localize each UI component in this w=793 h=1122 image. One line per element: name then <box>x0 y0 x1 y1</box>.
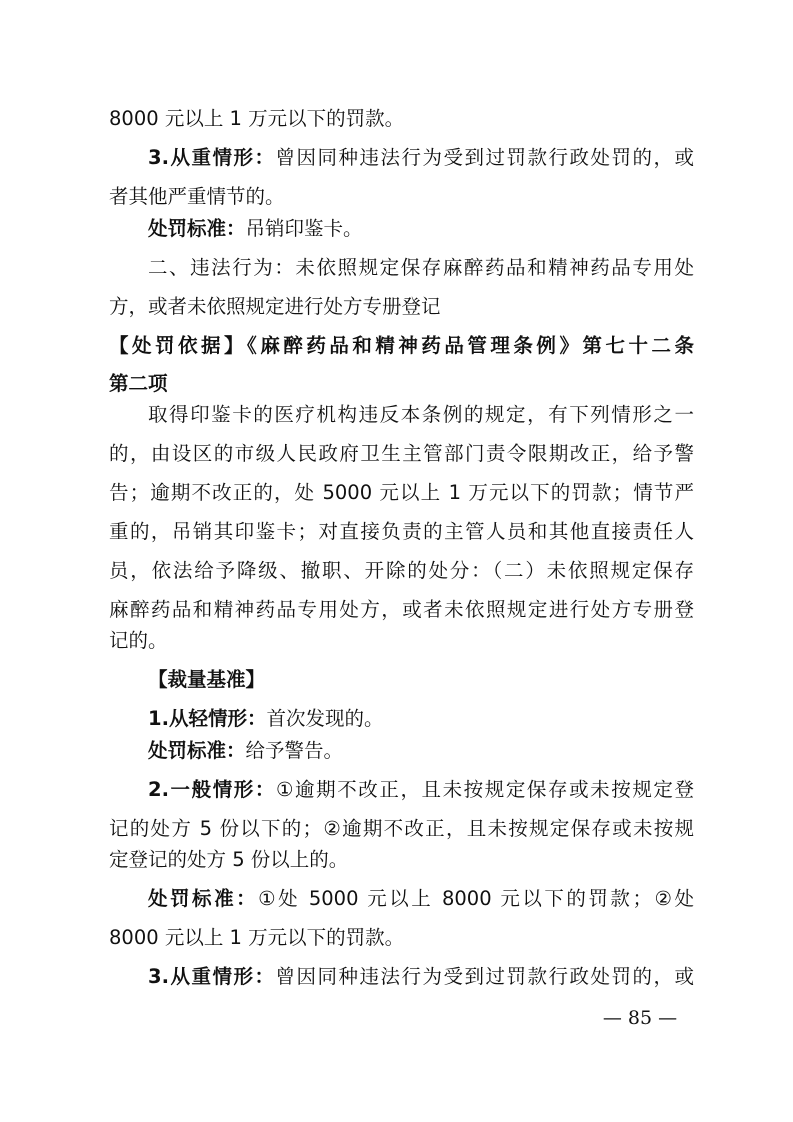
line-text: 的，由设区的市级人民政府卫生主管部门责令限期改正，给予警 <box>109 442 694 465</box>
line-text: 重的，吊销其印鉴卡；对直接负责的主管人员和其他直接责任人 <box>109 520 694 543</box>
paragraph-line <box>148 734 694 768</box>
line-text: 曾因同种违法行为受到过罚款行政处罚的，或 <box>275 965 694 988</box>
line-text: 告；逾期不改正的，处 5000 元以上 1 万元以下的罚款；情节严 <box>109 481 694 504</box>
paragraph-line <box>148 141 694 175</box>
line-text: 方，或者未依照规定进行处方专册登记 <box>109 295 441 318</box>
heading-text: 【处罚依据】《麻醉药品和精神药品管理条例》第七十二条 <box>109 334 694 357</box>
paragraph-line <box>148 773 694 807</box>
text-line <box>109 180 694 214</box>
line-text: 给予警告。 <box>245 739 344 762</box>
section-heading <box>148 663 694 697</box>
line-text: 曾因同种违法行为受到过罚款行政处罚的，或 <box>275 146 694 169</box>
paragraph-line <box>148 882 694 916</box>
text-line <box>109 515 694 549</box>
line-label: 处罚标准： <box>148 887 259 910</box>
paragraph-line <box>148 702 694 736</box>
line-text: 定登记的处方 5 份以上的。 <box>109 848 349 871</box>
text-line <box>109 812 694 846</box>
line-label: 处罚标准： <box>148 739 246 762</box>
paragraph-line <box>148 960 694 994</box>
line-text: ①逾期不改正，且未按规定保存或未按规定登 <box>275 778 694 801</box>
heading-text: 【裁量基准】 <box>148 668 266 691</box>
line-text: 首次发现的。 <box>266 707 384 730</box>
line-text: 者其他严重情节的。 <box>109 185 285 208</box>
text-line <box>109 102 694 136</box>
section-heading <box>109 367 694 401</box>
page-number: — 85 — <box>602 1007 678 1029</box>
line-text: 记的处方 5 份以下的；②逾期不改正，且未按规定保存或未按规 <box>109 817 694 840</box>
paragraph-line <box>148 212 694 246</box>
heading-text: 第二项 <box>109 372 168 395</box>
text-line <box>109 624 694 658</box>
line-text: 二、违法行为：未依照规定保存麻醉药品和精神药品专用处 <box>148 256 694 279</box>
text-line <box>109 437 694 471</box>
text-line <box>109 290 694 324</box>
text-line <box>109 554 694 588</box>
line-label: 1.从轻情形： <box>148 707 267 730</box>
text-line <box>109 593 694 627</box>
line-text: 吊销印鉴卡。 <box>245 217 363 240</box>
line-label: 3.从重情形： <box>148 146 276 169</box>
section-heading <box>109 329 694 363</box>
line-text: 记的。 <box>109 629 168 652</box>
paragraph-line <box>148 398 694 432</box>
line-text: 麻醉药品和精神药品专用处方，或者未依照规定进行处方专册登 <box>109 598 694 621</box>
text-line <box>109 921 694 955</box>
line-text: 取得印鉴卡的医疗机构违反本条例的规定，有下列情形之一 <box>148 403 694 426</box>
line-label: 处罚标准： <box>148 217 246 240</box>
paragraph-line <box>148 251 694 285</box>
line-text: 8000 元以上 1 万元以下的罚款。 <box>109 926 405 949</box>
line-text: 8000 元以上 1 万元以下的罚款。 <box>109 107 405 130</box>
line-label: 3.从重情形： <box>148 965 276 988</box>
text-line <box>109 476 694 510</box>
line-text: 员，依法给予降级、撤职、开除的处分：（二）未依照规定保存 <box>109 559 694 582</box>
line-text: ①处 5000 元以上 8000 元以下的罚款；②处 <box>258 887 694 910</box>
text-line <box>109 843 694 877</box>
line-label: 2.一般情形： <box>148 778 276 801</box>
